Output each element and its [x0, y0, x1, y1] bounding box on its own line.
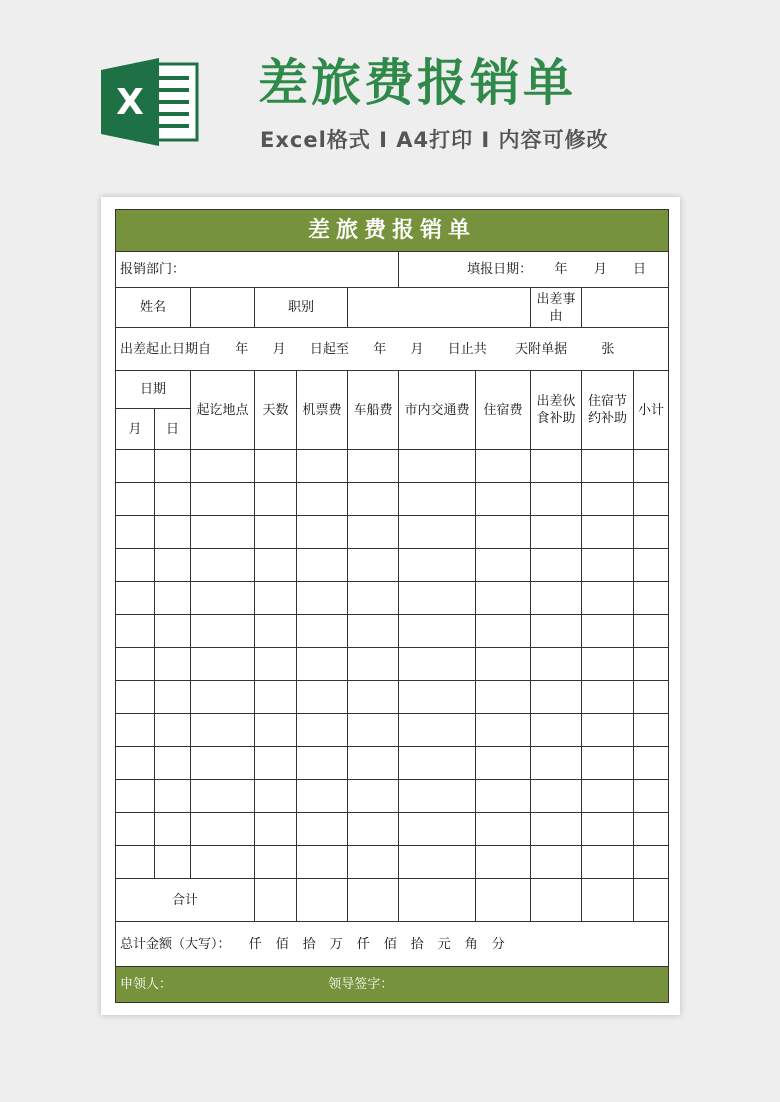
cell-route[interactable] [191, 483, 255, 516]
cell-days[interactable] [255, 549, 297, 582]
cell-ship[interactable] [348, 516, 399, 549]
col-days-header: 天数 [255, 371, 297, 450]
cell-ship[interactable] [348, 549, 399, 582]
amount-unit: 拾 [410, 936, 424, 952]
cell-ship[interactable] [348, 615, 399, 648]
cell-month[interactable] [116, 450, 155, 483]
cell-air[interactable] [297, 516, 348, 549]
cell-month[interactable] [116, 516, 155, 549]
cell-day[interactable] [155, 483, 191, 516]
cell-ship[interactable] [348, 582, 399, 615]
cell-days[interactable] [255, 780, 297, 813]
cell-meal[interactable] [531, 483, 582, 516]
cell-ship[interactable] [348, 450, 399, 483]
cell-day[interactable] [155, 615, 191, 648]
cell-subtotal[interactable] [634, 648, 669, 681]
amount-units [235, 937, 505, 952]
cell-day[interactable] [155, 681, 191, 714]
amount-unit: 仟 [248, 936, 262, 952]
cell-ship[interactable] [348, 846, 399, 879]
trip-period-row[interactable] [116, 328, 669, 371]
cell-air[interactable] [297, 483, 348, 516]
cell-local[interactable] [399, 450, 476, 483]
cell-lodging[interactable] [476, 450, 531, 483]
col-date-header: 日期 [116, 371, 191, 409]
excel-logo-icon [101, 58, 199, 146]
period-from-label: 出差起止日期自 [120, 341, 212, 357]
cell-air[interactable] [297, 681, 348, 714]
cell-route[interactable] [191, 747, 255, 780]
expense-row [116, 780, 669, 813]
period-sheets-label: 张 [601, 341, 615, 357]
col-saving-header: 住宿节 约补助 [582, 371, 634, 450]
amount-unit: 拾 [302, 936, 316, 952]
cell-meal[interactable] [531, 582, 582, 615]
cell-subtotal[interactable] [634, 582, 669, 615]
cell-subtotal[interactable] [634, 780, 669, 813]
name-value[interactable] [191, 288, 255, 328]
col-lodging-header: 住宿费 [476, 371, 531, 450]
cell-saving[interactable] [582, 714, 634, 747]
cell-local[interactable] [399, 714, 476, 747]
period-year-1: 年 [235, 341, 249, 357]
cell-day[interactable] [155, 549, 191, 582]
period-year-2: 年 [373, 341, 387, 357]
footer-row [116, 967, 669, 1003]
cell-meal[interactable] [531, 813, 582, 846]
cell-days[interactable] [255, 483, 297, 516]
amount-unit: 仟 [356, 936, 370, 952]
cell-route[interactable] [191, 780, 255, 813]
col-ship-header: 车船费 [348, 371, 399, 450]
total-subtotal[interactable] [634, 879, 669, 922]
cell-lodging[interactable] [476, 483, 531, 516]
reimbursement-form [115, 209, 669, 1003]
cell-subtotal[interactable] [634, 615, 669, 648]
logo-letter: X [116, 82, 144, 123]
cell-days[interactable] [255, 846, 297, 879]
total-days[interactable] [255, 879, 297, 922]
fill-date[interactable] [399, 252, 669, 288]
cell-local[interactable] [399, 483, 476, 516]
cell-days[interactable] [255, 681, 297, 714]
fill-date-label: 填报日期： [467, 262, 533, 277]
cell-lodging[interactable] [476, 615, 531, 648]
amount-label: 总计金额（大写）： [120, 936, 231, 952]
cell-days[interactable] [255, 615, 297, 648]
period-month-2: 月 [410, 341, 424, 357]
cell-local[interactable] [399, 516, 476, 549]
cell-route[interactable] [191, 813, 255, 846]
cell-route[interactable] [191, 714, 255, 747]
cell-saving[interactable] [582, 813, 634, 846]
cell-route[interactable] [191, 450, 255, 483]
cell-route[interactable] [191, 681, 255, 714]
cell-air[interactable] [297, 813, 348, 846]
cell-lodging[interactable] [476, 648, 531, 681]
cell-meal[interactable] [531, 747, 582, 780]
cell-air[interactable] [297, 549, 348, 582]
cell-subtotal[interactable] [634, 450, 669, 483]
expense-row [116, 450, 669, 483]
cell-subtotal[interactable] [634, 747, 669, 780]
total-lodging[interactable] [476, 879, 531, 922]
amount-unit: 角 [464, 936, 478, 952]
cell-lodging[interactable] [476, 681, 531, 714]
name-label: 姓名 [116, 288, 191, 328]
expense-row [116, 582, 669, 615]
cell-day[interactable] [155, 450, 191, 483]
cell-local[interactable] [399, 582, 476, 615]
page-subtitle: Excel格式 I A4打印 I 内容可修改 [260, 128, 609, 152]
col-month-header: 月 [116, 409, 155, 450]
period-month-1: 月 [272, 341, 286, 357]
cell-days[interactable] [255, 747, 297, 780]
form-table [115, 209, 669, 1003]
cell-days[interactable] [255, 714, 297, 747]
cell-subtotal[interactable] [634, 846, 669, 879]
total-local[interactable] [399, 879, 476, 922]
cell-local[interactable] [399, 747, 476, 780]
expense-row [116, 747, 669, 780]
cell-saving[interactable] [582, 582, 634, 615]
fill-date-day: 日 [632, 262, 646, 277]
applicant-label[interactable]: 申领人： [120, 977, 173, 992]
expense-row [116, 615, 669, 648]
amount-unit: 万 [329, 936, 343, 952]
period-attach-label: 天附单据 [515, 341, 568, 357]
cell-month[interactable] [116, 846, 155, 879]
cell-air[interactable] [297, 450, 348, 483]
fill-date-month: 月 [593, 262, 607, 277]
cell-local[interactable] [399, 615, 476, 648]
amount-row[interactable] [116, 922, 669, 967]
cell-air[interactable] [297, 582, 348, 615]
cell-route[interactable] [191, 846, 255, 879]
expense-row [116, 483, 669, 516]
cell-lodging[interactable] [476, 747, 531, 780]
col-local-header: 市内交通费 [399, 371, 476, 450]
cell-lodging[interactable] [476, 780, 531, 813]
reason-value[interactable] [582, 288, 669, 328]
cell-saving[interactable] [582, 648, 634, 681]
period-day-1: 日起至 [309, 341, 349, 357]
cell-lodging[interactable] [476, 582, 531, 615]
cell-ship[interactable] [348, 648, 399, 681]
amount-unit: 佰 [383, 936, 397, 952]
cell-saving[interactable] [582, 450, 634, 483]
cell-saving[interactable] [582, 615, 634, 648]
cell-day[interactable] [155, 582, 191, 615]
cell-ship[interactable] [348, 681, 399, 714]
period-day-2: 日止共 [447, 341, 487, 357]
cell-day[interactable] [155, 780, 191, 813]
cell-month[interactable] [116, 648, 155, 681]
dept-label[interactable]: 报销部门： [116, 252, 399, 288]
col-air-header: 机票费 [297, 371, 348, 450]
cell-month[interactable] [116, 681, 155, 714]
cell-saving[interactable] [582, 516, 634, 549]
cell-ship[interactable] [348, 780, 399, 813]
expense-row [116, 846, 669, 879]
cell-local[interactable] [399, 780, 476, 813]
cell-saving[interactable] [582, 483, 634, 516]
col-meal-header: 出差伙 食补助 [531, 371, 582, 450]
cell-ship[interactable] [348, 483, 399, 516]
cell-month[interactable] [116, 549, 155, 582]
cell-month[interactable] [116, 813, 155, 846]
cell-meal[interactable] [531, 780, 582, 813]
cell-lodging[interactable] [476, 516, 531, 549]
cell-subtotal[interactable] [634, 549, 669, 582]
total-label: 合计 [116, 879, 255, 922]
cell-local[interactable] [399, 813, 476, 846]
cell-month[interactable] [116, 582, 155, 615]
cell-route[interactable] [191, 516, 255, 549]
position-label: 职别 [255, 288, 348, 328]
amount-unit: 佰 [275, 936, 289, 952]
position-value[interactable] [348, 288, 531, 328]
cell-lodging[interactable] [476, 714, 531, 747]
total-saving[interactable] [582, 879, 634, 922]
cell-saving[interactable] [582, 780, 634, 813]
cell-subtotal[interactable] [634, 813, 669, 846]
cell-subtotal[interactable] [634, 516, 669, 549]
cell-days[interactable] [255, 813, 297, 846]
cell-lodging[interactable] [476, 549, 531, 582]
cell-month[interactable] [116, 714, 155, 747]
expense-row [116, 648, 669, 681]
cell-route[interactable] [191, 549, 255, 582]
col-route-header: 起讫地点 [191, 371, 255, 450]
cell-days[interactable] [255, 450, 297, 483]
cell-month[interactable] [116, 483, 155, 516]
reason-label: 出差事由 [531, 288, 582, 328]
expense-row [116, 681, 669, 714]
cell-meal[interactable] [531, 450, 582, 483]
cell-route[interactable] [191, 648, 255, 681]
cell-day[interactable] [155, 648, 191, 681]
cell-ship[interactable] [348, 747, 399, 780]
cell-meal[interactable] [531, 648, 582, 681]
fill-date-year: 年 [554, 262, 568, 277]
cell-subtotal[interactable] [634, 681, 669, 714]
cell-local[interactable] [399, 846, 476, 879]
cell-days[interactable] [255, 582, 297, 615]
cell-saving[interactable] [582, 747, 634, 780]
cell-air[interactable] [297, 846, 348, 879]
cell-meal[interactable] [531, 549, 582, 582]
cell-subtotal[interactable] [634, 714, 669, 747]
cell-meal[interactable] [531, 615, 582, 648]
amount-unit: 元 [437, 936, 451, 952]
cell-days[interactable] [255, 648, 297, 681]
cell-route[interactable] [191, 582, 255, 615]
cell-air[interactable] [297, 648, 348, 681]
expense-row [116, 516, 669, 549]
cell-local[interactable] [399, 549, 476, 582]
cell-meal[interactable] [531, 714, 582, 747]
cell-saving[interactable] [582, 549, 634, 582]
cell-day[interactable] [155, 813, 191, 846]
cell-month[interactable] [116, 747, 155, 780]
cell-month[interactable] [116, 780, 155, 813]
cell-days[interactable] [255, 516, 297, 549]
total-meal[interactable] [531, 879, 582, 922]
expense-row [116, 714, 669, 747]
total-air[interactable] [297, 879, 348, 922]
cell-lodging[interactable] [476, 813, 531, 846]
cell-air[interactable] [297, 780, 348, 813]
page-title: 差旅费报销单 [258, 54, 576, 112]
expense-row [116, 549, 669, 582]
cell-ship[interactable] [348, 714, 399, 747]
cell-meal[interactable] [531, 681, 582, 714]
col-subtotal-header: 小计 [634, 371, 669, 450]
cell-month[interactable] [116, 615, 155, 648]
cell-local[interactable] [399, 681, 476, 714]
cell-local[interactable] [399, 648, 476, 681]
amount-unit: 分 [491, 936, 505, 952]
total-ship[interactable] [348, 879, 399, 922]
cell-saving[interactable] [582, 846, 634, 879]
cell-meal[interactable] [531, 846, 582, 879]
cell-route[interactable] [191, 615, 255, 648]
cell-lodging[interactable] [476, 846, 531, 879]
cell-day[interactable] [155, 516, 191, 549]
cell-air[interactable] [297, 747, 348, 780]
cell-saving[interactable] [582, 681, 634, 714]
expense-row [116, 813, 669, 846]
col-day-header: 日 [155, 409, 191, 450]
cell-subtotal[interactable] [634, 483, 669, 516]
cell-day[interactable] [155, 846, 191, 879]
form-title: 差旅费报销单 [116, 210, 669, 252]
cell-air[interactable] [297, 615, 348, 648]
cell-air[interactable] [297, 714, 348, 747]
leader-label[interactable]: 领导签字： [328, 977, 394, 992]
cell-meal[interactable] [531, 516, 582, 549]
cell-ship[interactable] [348, 813, 399, 846]
cell-day[interactable] [155, 747, 191, 780]
cell-day[interactable] [155, 714, 191, 747]
